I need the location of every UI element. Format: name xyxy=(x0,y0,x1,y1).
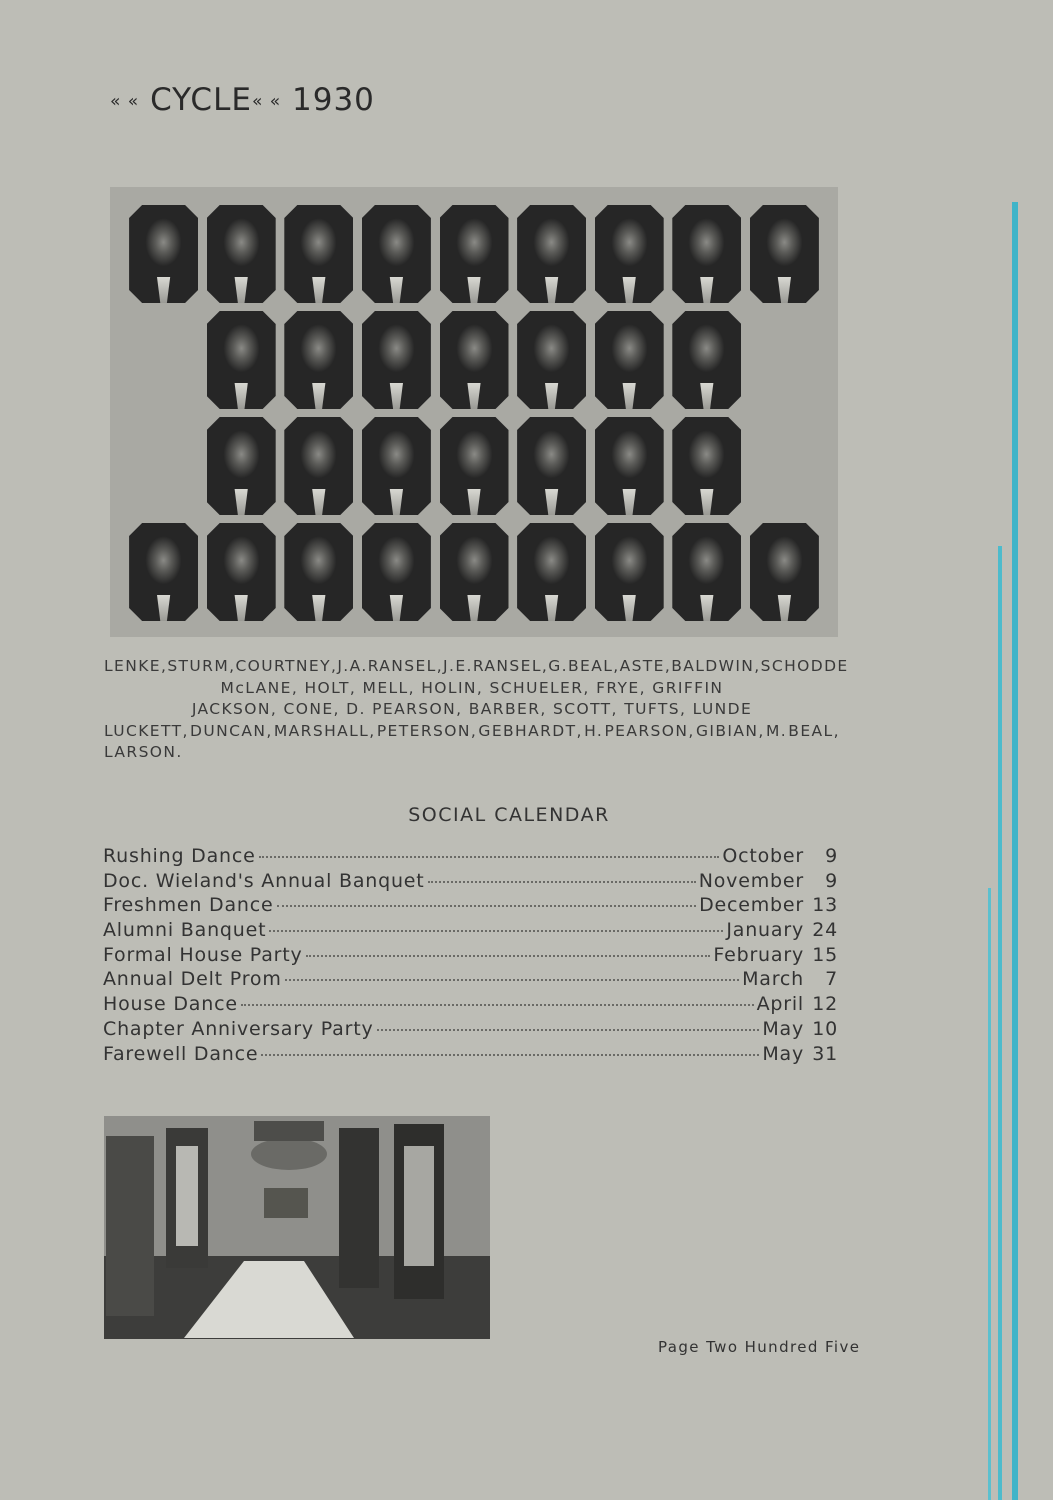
caption-word: SCHODDE xyxy=(760,657,849,675)
calendar-event: Rushing Dance xyxy=(103,845,256,867)
caption-word: A. xyxy=(349,657,368,675)
member-portrait xyxy=(672,523,741,621)
member-portrait xyxy=(362,523,431,621)
page-header xyxy=(110,82,375,118)
calendar-day: 13 xyxy=(812,894,838,917)
caption-word: RANSEL, xyxy=(367,657,444,675)
caption-word: GEBHARDT, xyxy=(478,721,583,740)
caption-word: BEAL, xyxy=(788,721,840,740)
caption-word: PETERSON, xyxy=(376,721,478,740)
calendar-event: Alumni Banquet xyxy=(103,919,267,942)
calendar-month: January xyxy=(726,919,804,942)
member-portrait xyxy=(595,205,664,303)
member-portrait xyxy=(750,523,819,621)
member-portrait-composite xyxy=(110,187,838,637)
calendar-row xyxy=(103,845,838,870)
dot-leader xyxy=(269,930,723,932)
caption-word: J. xyxy=(337,657,350,675)
dot-leader xyxy=(277,905,697,907)
member-portrait xyxy=(207,523,276,621)
calendar-day: 12 xyxy=(812,993,838,1016)
member-portrait xyxy=(440,311,509,409)
member-portrait xyxy=(672,205,741,303)
calendar-event: Annual Delt Prom xyxy=(103,968,282,991)
header-title: CYCLE xyxy=(150,82,252,118)
calendar-event: Doc. Wieland's Annual Banquet xyxy=(103,869,425,892)
member-portrait xyxy=(129,523,198,621)
member-portrait xyxy=(129,205,198,303)
caption-word: E. xyxy=(455,657,473,675)
calendar-event: Freshmen Dance xyxy=(103,894,274,917)
member-portrait xyxy=(284,417,353,515)
calendar-month: April xyxy=(756,993,804,1016)
member-portrait xyxy=(440,523,509,621)
calendar-event: Formal House Party xyxy=(103,943,303,966)
caption-line-1 xyxy=(104,656,849,678)
member-portrait xyxy=(207,311,276,409)
member-portrait xyxy=(362,311,431,409)
calendar-event: Farewell Dance xyxy=(103,1042,259,1065)
dining-room-photo xyxy=(104,1116,490,1339)
caption-word: MARSHALL, xyxy=(273,721,376,740)
dot-leader xyxy=(428,881,696,883)
calendar-row xyxy=(103,993,838,1018)
caption-word: GIBIAN, xyxy=(695,721,765,740)
calendar-row xyxy=(103,1018,838,1043)
member-portrait xyxy=(284,311,353,409)
header-arrows-left: « « xyxy=(110,91,140,112)
member-portrait xyxy=(672,417,741,515)
calendar-row xyxy=(103,968,838,993)
caption-word: ASTE, xyxy=(619,657,672,675)
caption-word: STURM, xyxy=(167,657,236,675)
calendar-day: 9 xyxy=(825,845,838,867)
caption-line-5: LARSON. xyxy=(104,743,183,761)
decorative-stripe-1 xyxy=(1012,202,1018,1500)
member-portrait xyxy=(362,205,431,303)
member-portrait xyxy=(595,311,664,409)
caption-word: J. xyxy=(443,657,456,675)
calendar-day: 9 xyxy=(825,869,838,892)
dot-leader xyxy=(241,1004,754,1006)
calendar-month: February xyxy=(713,943,804,966)
member-portrait xyxy=(207,205,276,303)
caption-word: LENKE, xyxy=(104,657,168,675)
caption-word: DUNCAN, xyxy=(190,721,273,740)
member-portrait xyxy=(517,311,586,409)
calendar-row xyxy=(103,870,838,895)
caption-word: COURTNEY, xyxy=(235,657,338,675)
header-year: 1930 xyxy=(292,82,375,118)
member-portrait xyxy=(672,311,741,409)
calendar-row xyxy=(103,919,838,944)
calendar-month: May xyxy=(762,1042,804,1065)
dot-leader xyxy=(306,955,711,957)
dining-room-image xyxy=(104,1116,490,1339)
caption-line-2: McLANE, HOLT, MELL, HOLIN, SCHUELER, FRYE, GRIFFIN xyxy=(220,678,724,697)
dot-leader xyxy=(259,856,720,858)
page-number: Page Two Hundred Five xyxy=(658,1338,861,1356)
calendar-month: November xyxy=(698,869,804,892)
caption-word: PEARSON, xyxy=(604,721,695,740)
header-arrows-mid: « « xyxy=(251,91,282,112)
decorative-stripe-3 xyxy=(988,888,991,1500)
caption-word: BEAL, xyxy=(567,657,620,675)
calendar-day: 31 xyxy=(812,1042,838,1065)
social-calendar-list xyxy=(103,845,838,1067)
caption-word: M. xyxy=(765,721,788,740)
decorative-stripe-2 xyxy=(998,546,1002,1500)
caption-word: H. xyxy=(584,721,604,740)
member-portrait xyxy=(595,523,664,621)
calendar-day: 24 xyxy=(812,919,838,942)
member-portrait xyxy=(362,417,431,515)
dot-leader xyxy=(285,979,739,981)
dot-leader xyxy=(261,1054,759,1056)
member-portrait xyxy=(284,205,353,303)
member-portrait xyxy=(517,417,586,515)
caption-word: LUCKETT, xyxy=(104,721,189,740)
member-portrait xyxy=(750,205,819,303)
caption-line-3: JACKSON, CONE, D. PEARSON, BARBER, SCOTT, TUFTS, LUNDE xyxy=(191,700,753,718)
calendar-day: 15 xyxy=(812,943,838,966)
member-portrait xyxy=(440,417,509,515)
calendar-event: House Dance xyxy=(103,993,238,1016)
calendar-month: October xyxy=(722,845,804,867)
member-names-caption xyxy=(104,656,849,764)
calendar-month: December xyxy=(699,894,804,917)
member-portrait xyxy=(517,205,586,303)
member-portrait xyxy=(517,523,586,621)
caption-word: G. xyxy=(548,657,568,675)
caption-word: BALDWIN, xyxy=(671,657,761,675)
calendar-month: March xyxy=(742,968,804,991)
calendar-event: Chapter Anniversary Party xyxy=(103,1017,374,1040)
calendar-month: May xyxy=(762,1017,804,1040)
caption-word: RANSEL, xyxy=(472,657,549,675)
dot-leader xyxy=(377,1029,760,1031)
caption-line-4 xyxy=(104,721,840,743)
calendar-row xyxy=(103,1043,838,1068)
calendar-row xyxy=(103,894,838,919)
member-portrait xyxy=(284,523,353,621)
social-calendar-title: SOCIAL CALENDAR xyxy=(408,804,610,826)
calendar-row xyxy=(103,944,838,969)
member-portrait xyxy=(595,417,664,515)
calendar-day: 10 xyxy=(812,1017,838,1040)
member-portrait xyxy=(440,205,509,303)
calendar-day: 7 xyxy=(825,968,838,991)
member-portrait xyxy=(207,417,276,515)
